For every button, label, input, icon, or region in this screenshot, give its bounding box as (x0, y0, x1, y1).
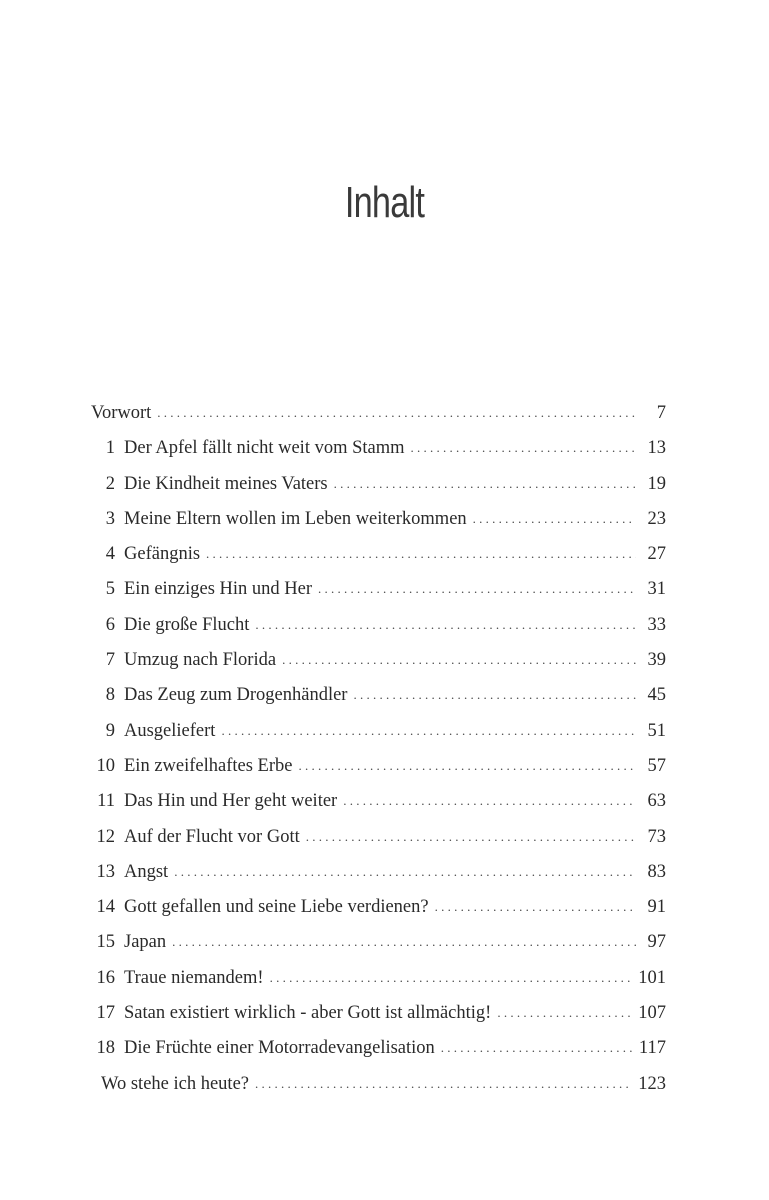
toc-entry-number: 3 (105, 508, 115, 529)
toc-entry-epilogue[interactable] (91, 1067, 666, 1102)
toc-entry-title: Meine Eltern wollen im Leben weiterkommen (124, 508, 467, 529)
toc-entry-number: 11 (97, 791, 115, 812)
toc-entry-page: 73 (647, 826, 666, 847)
toc-entry-page: 19 (647, 473, 666, 494)
toc-entry-page: 45 (647, 685, 666, 706)
toc-dot-leader (306, 819, 636, 854)
toc-dot-leader (473, 501, 636, 536)
toc-entry-page: 117 (638, 1038, 666, 1059)
toc-entry-title: Wo stehe ich heute? (101, 1073, 249, 1094)
toc-entry-chapter-1[interactable] (91, 431, 666, 466)
toc-entry-chapter-9[interactable] (91, 714, 666, 749)
toc-entry-title: Umzug nach Florida (124, 650, 277, 671)
toc-dot-leader (174, 854, 636, 889)
toc-entry-page: 97 (647, 932, 666, 953)
toc-dot-leader (318, 571, 636, 606)
toc-entry-page: 39 (647, 650, 666, 671)
page-title: Inhalt (344, 178, 425, 227)
toc-entry-chapter-13[interactable] (91, 855, 666, 890)
toc-dot-leader (435, 889, 636, 924)
toc-entry-title: Die Früchte einer Motorradevangelisation (124, 1038, 435, 1059)
toc-dot-leader (270, 960, 633, 995)
toc-entry-title: Das Zeug zum Drogenhändler (124, 685, 348, 706)
toc-entry-number: 4 (105, 544, 115, 565)
toc-entry-page: 83 (647, 861, 666, 882)
toc-dot-leader (411, 430, 636, 465)
toc-entry-page: 31 (647, 579, 666, 600)
toc-entry-chapter-18[interactable] (91, 1031, 666, 1066)
toc-entry-number: 8 (105, 685, 115, 706)
toc-entry-number: 5 (105, 579, 115, 600)
toc-dot-leader (353, 677, 636, 712)
toc-entry-chapter-3[interactable] (91, 502, 666, 537)
toc-entry-vorwort[interactable] (91, 396, 666, 431)
toc-entry-chapter-2[interactable] (91, 467, 666, 502)
toc-entry-title: Der Apfel fällt nicht weit vom Stamm (124, 438, 405, 459)
toc-entry-number: 6 (105, 614, 115, 635)
toc-dot-leader (206, 536, 636, 571)
toc-entry-title: Satan existiert wirklich - aber Gott ist allmächtig! (124, 1003, 492, 1024)
toc-entry-chapter-11[interactable] (91, 784, 666, 819)
toc-entry-chapter-5[interactable] (91, 572, 666, 607)
toc-entry-number: 9 (105, 720, 115, 741)
toc-entry-number: 17 (96, 1003, 115, 1024)
toc-entry-title: Gott gefallen und seine Liebe verdienen? (124, 897, 429, 918)
toc-entry-title: Traue niemandem! (124, 967, 264, 988)
toc-entry-page: 23 (647, 508, 666, 529)
toc-entry-page: 13 (647, 438, 666, 459)
toc-entry-page: 101 (638, 967, 666, 988)
toc-entry-chapter-7[interactable] (91, 643, 666, 678)
toc-entry-chapter-16[interactable] (91, 961, 666, 996)
toc-entry-title: Gefängnis (124, 544, 201, 565)
toc-entry-page: 27 (647, 544, 666, 565)
toc-dot-leader (255, 1066, 632, 1101)
toc-entry-number: 16 (96, 967, 115, 988)
toc-entry-number: 10 (96, 755, 115, 776)
toc-entry-chapter-15[interactable] (91, 925, 666, 960)
toc-entry-chapter-10[interactable] (91, 749, 666, 784)
toc-entry-title: Angst (124, 861, 169, 882)
toc-entry-chapter-6[interactable] (91, 608, 666, 643)
toc-dot-leader (157, 395, 636, 430)
toc-entry-chapter-8[interactable] (91, 678, 666, 713)
toc-entry-title: Auf der Flucht vor Gott (124, 826, 300, 847)
toc-entry-title: Die große Flucht (124, 614, 250, 635)
toc-entry-page: 33 (647, 614, 666, 635)
toc-entry-title: Vorwort (91, 403, 152, 423)
toc-entry-page: 57 (647, 755, 666, 776)
toc-entry-page: 91 (647, 897, 666, 918)
toc-entry-title: Ein zweifelhaftes Erbe (124, 755, 293, 776)
toc-entry-chapter-12[interactable] (91, 820, 666, 855)
toc-dot-leader (172, 924, 636, 959)
toc-entry-number: 7 (105, 650, 115, 671)
toc-entry-chapter-14[interactable] (91, 890, 666, 925)
toc-entry-title: Die Kindheit meines Vaters (124, 473, 328, 494)
toc-dot-leader (497, 995, 632, 1030)
toc-dot-leader (343, 783, 636, 818)
toc-entry-page: 7 (656, 403, 666, 423)
toc-entry-chapter-4[interactable] (91, 537, 666, 572)
toc-dot-leader (282, 642, 636, 677)
toc-entry-title: Ein einziges Hin und Her (124, 579, 313, 600)
toc-entry-number: 15 (96, 932, 115, 953)
toc-entry-number: 13 (96, 861, 115, 882)
toc-dot-leader (255, 607, 636, 642)
toc-dot-leader (441, 1030, 633, 1065)
toc-entry-number: 1 (105, 438, 115, 459)
toc-entry-number: 14 (96, 897, 115, 918)
toc-entry-page: 63 (647, 791, 666, 812)
toc-dot-leader (298, 748, 636, 783)
toc-entry-number: 18 (96, 1038, 115, 1059)
toc-entry-number: 12 (96, 826, 115, 847)
toc-entry-title: Das Hin und Her geht weiter (124, 791, 338, 812)
toc-entry-page: 51 (647, 720, 666, 741)
toc-entry-number: 2 (105, 473, 115, 494)
toc-entry-page: 123 (638, 1073, 666, 1094)
toc-dot-leader (334, 466, 636, 501)
toc-entry-page: 107 (638, 1003, 666, 1024)
toc-dot-leader (221, 713, 636, 748)
table-of-contents (91, 396, 666, 1102)
toc-entry-title: Ausgeliefert (124, 720, 216, 741)
toc-entry-chapter-17[interactable] (91, 996, 666, 1031)
toc-entry-title: Japan (124, 932, 167, 953)
